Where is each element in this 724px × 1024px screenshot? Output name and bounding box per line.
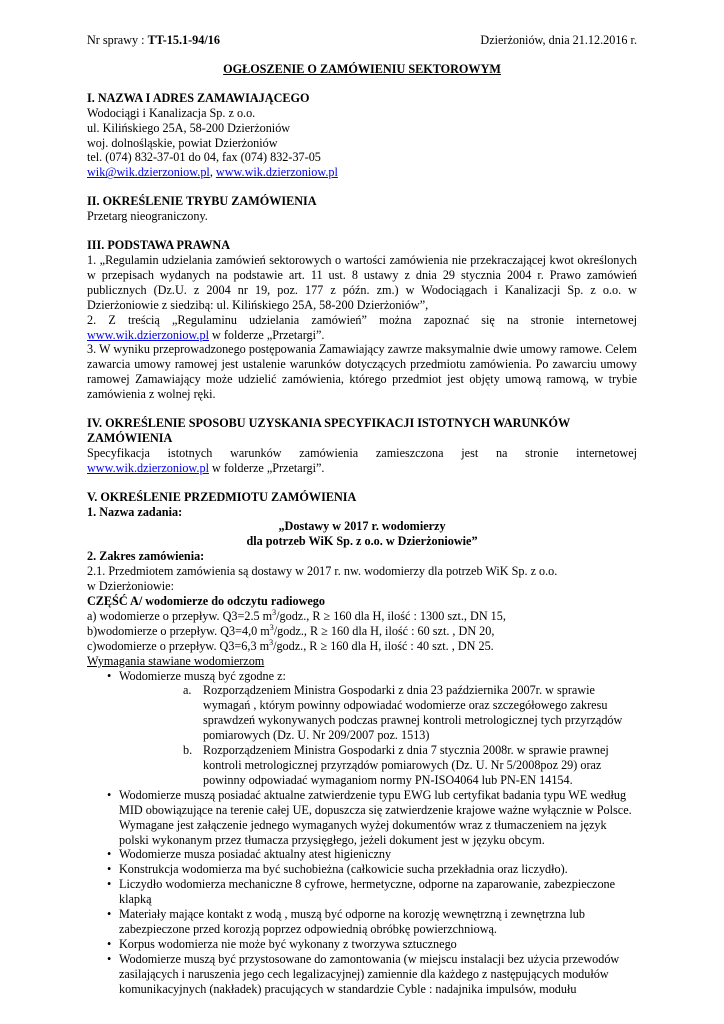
meter-a-text: a) wodomierze o przepływ. Q3=2.5 m	[87, 608, 273, 623]
section-4-heading: IV. OKREŚLENIE SPOSOBU UZYSKANIA SPECYFIKACJI ISTOTNYCH WARUNKÓW ZAMÓWIENIA	[87, 416, 570, 445]
requirement-3: Wodomierze musza posiadać aktualny atest higieniczny	[119, 847, 392, 862]
legal-basis-p1: 1. „Regulamin udzielania zamówień sektorowych o wartości zamówienia nie przekraczającej kwot określonych w przepisach wydanych na podstawie art. 11 ust. 8 ustawy z dnia 29 stycznia 2004 r. Prawo zamówień publicznych (Dz.U. z 2004 nr 19, poz. 177 z późn. zm.) w Wodociągach i Kanalizacji Sp. z o.o. w Dzierżoniowie z siedzibą: ul. Kilińskiego 25A, 58-200 Dzierżoniów”,	[87, 252, 637, 312]
section-2-heading: II. OKREŚLENIE TRYBU ZAMÓWIENIA	[87, 194, 317, 209]
scope-line-1: 2.1. Przedmiotem zamówienia są dostawy w 2017 r. nw. wodomierzy dla potrzeb WiK Sp. z o.o.	[87, 564, 558, 579]
legal-basis-p2-tail: w folderze „Przetargi”.	[208, 327, 325, 342]
specification-text-tail: w folderze „Przetargi”.	[208, 460, 325, 475]
section-5-heading: V. OKREŚLENIE PRZEDMIOTU ZAMÓWIENIA	[87, 489, 357, 504]
regulation-a: Rozporządzeniem Ministra Gospodarki z dnia 23 października 2007r. w sprawie wymagań , którym powinny odpowiadać wodomierze oraz szczegółowego zakresu sprawdzeń wykonywanych podczas prawnej kontroli metrologicznej tych przyrządów pomiarowych (Dz. U. Nr 209/2007 poz. 1513)	[203, 683, 623, 743]
company-name: Wodociągi i Kanalizacja Sp. z o.o.	[87, 105, 256, 120]
task-name-label: 1. Nazwa zadania:	[87, 504, 183, 519]
section-1-heading: I. NAZWA I ADRES ZAMAWIAJĄCEGO	[87, 90, 310, 105]
document-title: OGŁOSZENIE O ZAMÓWIENIU SEKTOROWYM	[223, 61, 501, 76]
meter-c-spec: /godz., R ≥ 160 dla H, ilość : 40 szt. , DN 25.	[273, 638, 494, 653]
case-label: Nr sprawy :	[87, 33, 148, 47]
meter-b-line	[87, 624, 637, 639]
document-page	[87, 33, 637, 996]
legal-basis-p2	[87, 313, 637, 343]
requirement-5: Liczydło wodomierza mechaniczne 8 cyfrowe, hermetyczne, odporne na zaparowanie, zabezpieczone klapką	[119, 877, 616, 907]
requirement-4: Konstrukcja wodomierza ma być suchobieżna (całkowicie sucha przekładnia oraz liczydło).	[119, 862, 568, 877]
requirement-8: Wodomierze muszą być przystosowane do zamontowania (w miejscu instalacji bez użycia przewodów zasilających i naruszenia jego cech legalizacyjnej) zamiennie dla każdego z następujących modułów komunikacyjnych (nakładek) pracujących w standardzie Cyble : nadajnika impulsów, modułu	[119, 951, 620, 996]
requirement-6: Materiały mające kontakt z wodą , muszą być odporne na korozję wewnętrzną i zewnętrzna lub zabezpieczone przed korozją poprzez odpowiednią obróbkę powierzchniową.	[119, 907, 585, 936]
task-name-line-1: „Dostawy w 2017 r. wodomierzy	[278, 519, 446, 534]
case-number	[87, 33, 220, 48]
email-link[interactable]: wik@wik.dzierzoniow.pl	[87, 165, 210, 180]
company-contacts	[87, 165, 637, 180]
list-item	[119, 743, 637, 788]
company-street: ul. Kilińskiego 25A, 58-200 Dzierżoniów	[87, 120, 291, 135]
requirement-1: Wodomierze muszą być zgodne z:	[119, 668, 286, 683]
cubic-superscript: 3	[269, 637, 274, 647]
section-5	[87, 490, 637, 997]
section-3	[87, 238, 637, 402]
requirement-2: Wodomierze muszą posiadać aktualne zatwierdzenie typu EWG lub certyfikat badania typu WE według MID obowiązujące na terenie całej UE, dopuszcza się zatwierdzenie krajowe ważne wyłącznie w Polsce. Wymagane jest załączenie jednego wymaganych wyżej dokumentów wraz z tłumaczeniem na język polski wykonanym przez tłumacza przysięgłego, jeżeli dokument jest w języku obcym.	[119, 787, 632, 847]
specification-text	[87, 446, 637, 476]
list-item	[87, 907, 637, 937]
case-number-value: TT-15.1-94/16	[147, 33, 220, 47]
website-link[interactable]: www.wik.dzierzoniow.pl	[215, 165, 338, 180]
company-phone: tel. (074) 832-37-01 do 04, fax (074) 832-37-05	[87, 150, 321, 165]
section-3-heading: III. PODSTAWA PRAWNA	[87, 238, 230, 253]
meter-a-line	[87, 609, 637, 624]
scope-label: 2. Zakres zamówienia:	[87, 549, 205, 564]
meter-a-spec: /godz., R ≥ 160 dla H, ilość : 1300 szt., DN 15,	[276, 608, 506, 623]
list-item	[87, 669, 637, 788]
meter-b-text: b)wodomierze o przepływ. Q3=4,0 m	[87, 623, 270, 638]
requirement-7: Korpus wodomierza nie może być wykonany z tworzywa sztucznego	[119, 936, 457, 951]
meter-b-spec: /godz., R ≥ 160 dla H, ilość : 60 szt. , DN 20,	[273, 623, 495, 638]
sublist-marker: a.	[183, 683, 192, 698]
list-item	[87, 877, 637, 907]
meter-c-text: c)wodomierze o przepływ. Q3=6,3 m	[87, 638, 270, 653]
task-name-line-2: dla potrzeb WiK Sp. z o.o. w Dzierżoniowie”	[246, 534, 478, 549]
cubic-superscript: 3	[272, 607, 277, 617]
section-2	[87, 194, 637, 224]
specification-text-body: Specyfikacja istotnych warunków zamówienia zamieszczona jest na stronie internetowej	[87, 445, 637, 460]
list-item	[87, 952, 637, 997]
list-item	[87, 862, 637, 877]
regulation-sublist	[119, 683, 637, 787]
part-a-heading: CZĘŚĆ A/ wodomierze do odczytu radiowego	[87, 594, 325, 608]
section-4	[87, 416, 637, 476]
list-item	[87, 788, 637, 848]
scope-line-2: w Dzierżoniowie:	[87, 579, 174, 594]
regulation-b: Rozporządzeniem Ministra Gospodarki z dnia 7 stycznia 2008r. w sprawie prawnej kontroli metrologicznej przyrządów pomiarowych (Dz. U. Nr 5/2008poz 29) oraz powinny odpowiadać wymaganiom normy PN-ISO4064 lub PN-EN 14154.	[203, 743, 609, 787]
place-date: Dzierżoniów, dnia 21.12.2016 r.	[480, 33, 637, 47]
section-1	[87, 91, 637, 180]
list-item	[119, 683, 637, 743]
document-header	[87, 33, 637, 48]
regulations-link[interactable]: www.wik.dzierzoniow.pl	[87, 327, 209, 342]
legal-basis-p2-text: 2. Z treścią „Regulaminu udzielania zamówień” można zapoznać się na stronie internetowej	[87, 312, 637, 327]
list-item	[87, 847, 637, 862]
requirements-list	[87, 669, 637, 997]
procedure-type: Przetarg nieograniczony.	[87, 209, 208, 224]
contact-separator: ,	[209, 165, 216, 180]
specification-link[interactable]: www.wik.dzierzoniow.pl	[87, 460, 209, 475]
legal-basis-p3: 3. W wyniku przeprowadzonego postępowania Zamawiający zawrze maksymalnie dwie umowy ramowe. Celem zawarcia umowy ramowej jest ustalenie warunków dotyczących przedmiotu zamówienia. Po zawarciu umowy ramowej Zamawiający może udzielić zamówienia, którego przedmiot jest objęty umową ramową, w trybie zamówienia z wolnej ręki.	[87, 342, 637, 402]
cubic-superscript: 3	[269, 622, 274, 632]
sublist-marker: b.	[183, 743, 193, 758]
list-item	[87, 937, 637, 952]
meter-c-line	[87, 639, 637, 654]
requirements-heading: Wymagania stawiane wodomierzom	[87, 653, 265, 668]
company-region: woj. dolnośląskie, powiat Dzierżoniów	[87, 135, 278, 150]
